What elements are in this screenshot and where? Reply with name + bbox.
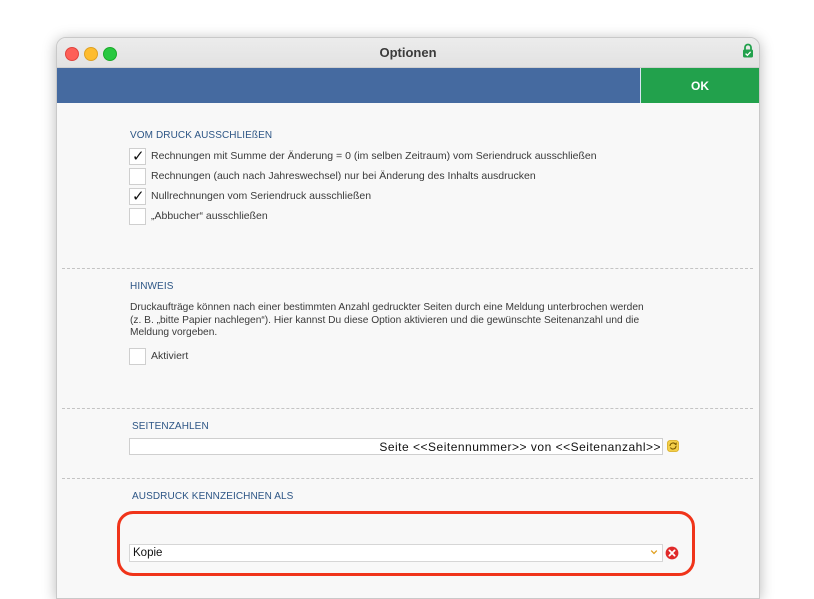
checkbox[interactable] xyxy=(129,168,146,185)
window-title: Optionen xyxy=(379,45,437,60)
refresh-icon[interactable] xyxy=(667,440,679,452)
print-mark-heading: AUSDRUCK KENNZEICHNEN ALS xyxy=(132,491,294,502)
checkbox[interactable] xyxy=(129,148,146,165)
options-window xyxy=(56,37,760,599)
section-divider xyxy=(62,268,753,269)
chevron-down-icon[interactable] xyxy=(649,547,659,557)
hint-section-heading: HINWEIS xyxy=(130,281,174,292)
hint-description: Druckaufträge können nach einer bestimmten Anzahl gedruckter Seiten durch eine Meldung unterbrochen werden (z. B. „bitte Papier nachlegen“). Hier kannst Du diese Option aktivieren und die gewünschte Seitenanzahl und die Meldung vorgeben. xyxy=(130,302,644,338)
exclude-option-null-invoices[interactable] xyxy=(129,187,371,205)
exclude-option-debit[interactable] xyxy=(129,207,268,225)
exclude-option-content-change[interactable] xyxy=(129,167,536,185)
lock-icon xyxy=(742,43,754,58)
exclude-option-zero-sum[interactable] xyxy=(129,147,597,165)
section-divider xyxy=(62,478,753,479)
options-content xyxy=(57,103,759,598)
section-divider xyxy=(62,408,753,409)
ok-button[interactable]: OK xyxy=(640,68,759,103)
hint-activated-option[interactable] xyxy=(129,347,188,365)
exclude-section-heading: VOM DRUCK AUSSCHLIEßEN xyxy=(130,130,273,141)
checkbox-label: Aktiviert xyxy=(151,350,189,362)
page-numbers-field[interactable]: Seite <<Seitennummer>> von <<Seitenanzahl>> xyxy=(129,438,663,455)
checkbox-label: Nullrechnungen vom Seriendruck ausschließen xyxy=(151,190,372,202)
checkbox[interactable] xyxy=(129,188,146,205)
print-mark-select[interactable]: Kopie xyxy=(129,544,663,562)
title-bar xyxy=(57,38,759,68)
checkbox-label: Rechnungen mit Summe der Änderung = 0 (im selben Zeitraum) vom Seriendruck ausschließen xyxy=(151,150,597,162)
clear-icon[interactable] xyxy=(665,546,679,560)
checkbox[interactable] xyxy=(129,348,146,365)
checkmark-icon: ✓ xyxy=(132,186,145,205)
page-numbers-heading: SEITENZAHLEN xyxy=(132,421,209,432)
checkbox-label: Rechnungen (auch nach Jahreswechsel) nur bei Änderung des Inhalts ausdrucken xyxy=(151,170,536,182)
checkmark-icon: ✓ xyxy=(132,146,145,165)
checkbox[interactable] xyxy=(129,208,146,225)
checkbox-label: „Abbucher“ ausschließen xyxy=(151,210,268,222)
